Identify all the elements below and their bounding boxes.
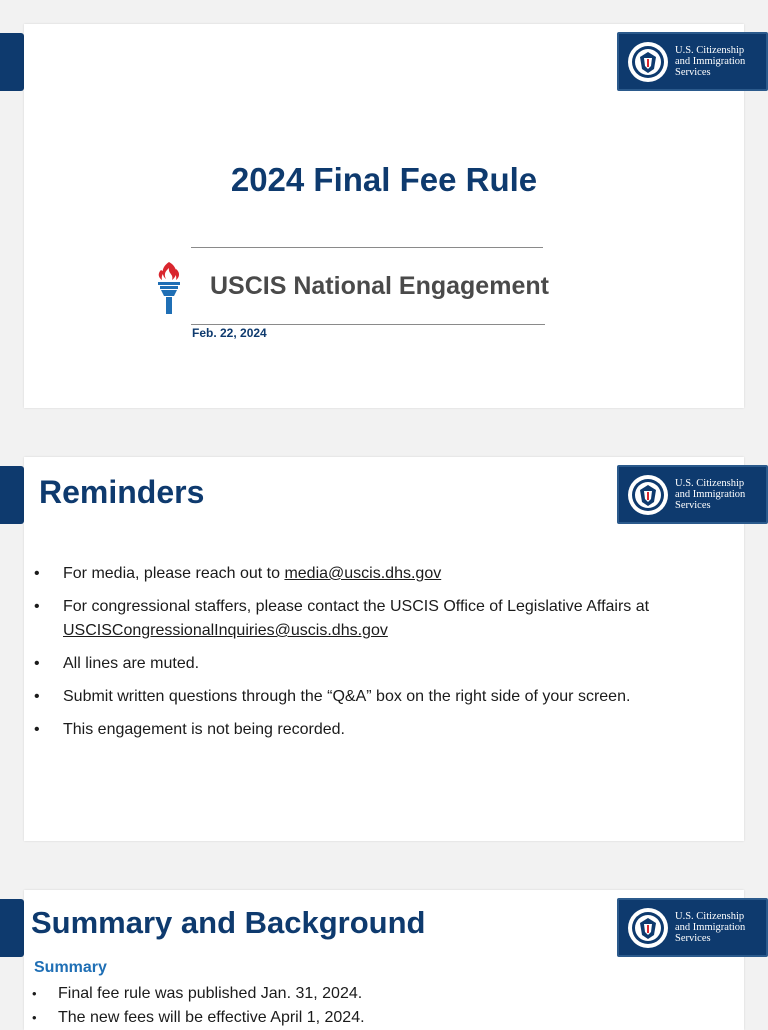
agency-name-line2: and Immigration bbox=[675, 56, 746, 67]
list-item: • This engagement is not being recorded. bbox=[32, 718, 703, 742]
list-item: • The new fees will be effective April 1, 2024. bbox=[32, 1006, 698, 1030]
slide-title: 2024 Final Fee Rule bbox=[230, 161, 538, 198]
media-email-link[interactable]: media@uscis.dhs.gov bbox=[284, 565, 442, 582]
bullet-text: For congressional staffers, please contact the USCIS Office of Legislative Affairs at bbox=[63, 598, 650, 615]
agency-name bbox=[675, 478, 745, 511]
uscis-badge bbox=[617, 465, 768, 524]
uscis-badge bbox=[617, 32, 768, 91]
list-item bbox=[32, 595, 703, 643]
agency-name-line3: Services bbox=[675, 500, 711, 511]
agency-name-line1: U.S. Citizenship bbox=[675, 478, 745, 489]
agency-name bbox=[675, 911, 745, 944]
uscis-badge bbox=[617, 898, 768, 957]
agency-name-line2: and Immigration bbox=[675, 489, 746, 500]
reminders-list bbox=[32, 562, 703, 751]
summary-title: Summary and Background bbox=[31, 905, 426, 940]
congressional-email-link[interactable]: USCISCongressionalInquiries@uscis.dhs.gov bbox=[63, 622, 388, 639]
agency-name-line1: U.S. Citizenship bbox=[675, 911, 745, 922]
slide-edge-tab bbox=[0, 33, 24, 91]
agency-name-line3: Services bbox=[675, 67, 711, 78]
list-item: • Submit written questions through the “Q&A” box on the right side of your screen. bbox=[32, 685, 703, 709]
agency-name bbox=[675, 45, 745, 78]
summary-subheading: Summary bbox=[34, 959, 107, 976]
slide-edge-tab bbox=[0, 899, 24, 957]
slide-subtitle: USCIS National Engagement bbox=[210, 272, 549, 300]
slide-edge-tab bbox=[0, 466, 24, 524]
bullet-text: For media, please reach out to bbox=[63, 565, 285, 582]
agency-name-line1: U.S. Citizenship bbox=[675, 45, 745, 56]
reminders-title: Reminders bbox=[39, 474, 205, 510]
list-item: • Final fee rule was published Jan. 31, 2024. bbox=[32, 982, 698, 1006]
agency-name-line3: Services bbox=[675, 933, 711, 944]
presentation-date: Feb. 22, 2024 bbox=[192, 326, 267, 340]
dhs-seal-icon bbox=[627, 41, 669, 83]
agency-name-line2: and Immigration bbox=[675, 922, 746, 933]
summary-list bbox=[32, 982, 698, 1030]
dhs-seal-icon bbox=[627, 907, 669, 949]
list-item bbox=[32, 562, 703, 586]
title-divider-bottom bbox=[191, 324, 545, 325]
list-item: • All lines are muted. bbox=[32, 652, 703, 676]
torch-logo-icon bbox=[152, 260, 186, 316]
dhs-seal-icon bbox=[627, 474, 669, 516]
title-divider-top bbox=[191, 247, 543, 248]
